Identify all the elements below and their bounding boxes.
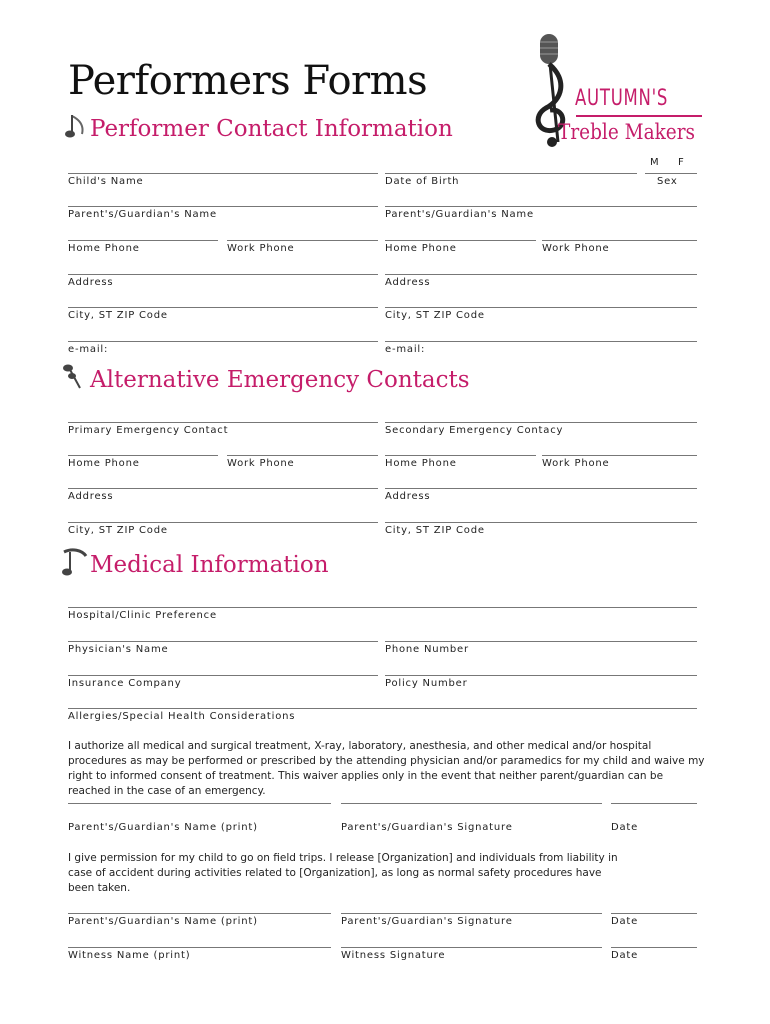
witness-date-label: Date xyxy=(611,950,639,961)
hospital-label: Hospital/Clinic Preference xyxy=(68,610,217,621)
home-phone1-label: Home Phone xyxy=(68,243,140,254)
dob-label: Date of Birth xyxy=(385,176,460,187)
witness-name-label: Witness Name (print) xyxy=(68,950,191,961)
child-name-label: Child's Name xyxy=(68,176,144,187)
hospital-field[interactable] xyxy=(68,607,697,608)
em-work-phone1-field[interactable] xyxy=(227,455,378,456)
sig2-date-field[interactable] xyxy=(611,913,697,914)
parent1-name-label: Parent's/Guardian's Name xyxy=(68,209,217,220)
em-work-phone1-label: Work Phone xyxy=(227,458,295,469)
witness-signature-label: Witness Signature xyxy=(341,950,446,961)
sex-m-option[interactable]: M xyxy=(650,157,660,168)
em-work-phone2-field[interactable] xyxy=(542,455,697,456)
secondary-contact-field[interactable] xyxy=(385,422,697,423)
email1-field[interactable] xyxy=(68,341,378,342)
address2-field[interactable] xyxy=(385,274,697,275)
city1-label: City, ST ZIP Code xyxy=(68,310,168,321)
policy-label: Policy Number xyxy=(385,678,468,689)
allergies-field[interactable] xyxy=(68,708,697,709)
physician-label: Physician's Name xyxy=(68,644,169,655)
home-phone1-field[interactable] xyxy=(68,240,218,241)
em-city2-label: City, ST ZIP Code xyxy=(385,525,485,536)
primary-contact-label: Primary Emergency Contact xyxy=(68,425,229,436)
dob-field[interactable] xyxy=(385,173,637,174)
physician-field[interactable] xyxy=(68,641,378,642)
em-address1-field[interactable] xyxy=(68,488,378,489)
em-city2-field[interactable] xyxy=(385,522,697,523)
em-work-phone2-label: Work Phone xyxy=(542,458,610,469)
sex-f-option[interactable]: F xyxy=(678,157,685,168)
field-trip-paragraph: I give permission for my child to go on field trips. I release [Organization] and individuals from liability in case of accident during activities related to [Organization], as long as normal safety procedures have been taken. xyxy=(68,852,618,894)
em-home-phone1-label: Home Phone xyxy=(68,458,140,469)
section-title-emergency: Alternative Emergency Contacts xyxy=(90,367,470,393)
city1-field[interactable] xyxy=(68,307,378,308)
address2-label: Address xyxy=(385,277,431,288)
music-note-icon xyxy=(64,112,88,140)
em-address2-label: Address xyxy=(385,491,431,502)
insurance-label: Insurance Company xyxy=(68,678,182,689)
sig2-date-label: Date xyxy=(611,916,639,927)
email1-label: e-mail: xyxy=(68,344,109,355)
city2-field[interactable] xyxy=(385,307,697,308)
parent1-name-field[interactable] xyxy=(68,206,378,207)
witness-signature-field[interactable] xyxy=(341,947,602,948)
primary-contact-field[interactable] xyxy=(68,422,378,423)
email2-label: e-mail: xyxy=(385,344,426,355)
address1-field[interactable] xyxy=(68,274,378,275)
em-address1-label: Address xyxy=(68,491,114,502)
policy-field[interactable] xyxy=(385,675,697,676)
sig2-name-label: Parent's/Guardian's Name (print) xyxy=(68,916,258,927)
sig2-name-field[interactable] xyxy=(68,913,331,914)
section-title-contact: Performer Contact Information xyxy=(90,116,453,142)
sig1-signature-field[interactable] xyxy=(341,803,602,804)
sig1-name-field[interactable] xyxy=(68,803,331,804)
sig1-date-label: Date xyxy=(611,822,639,833)
witness-name-field[interactable] xyxy=(68,947,331,948)
work-phone1-field[interactable] xyxy=(227,240,378,241)
em-home-phone2-label: Home Phone xyxy=(385,458,457,469)
home-phone2-label: Home Phone xyxy=(385,243,457,254)
work-phone2-field[interactable] xyxy=(542,240,697,241)
page-title: Performers Forms xyxy=(68,58,428,104)
allergies-label: Allergies/Special Health Considerations xyxy=(68,711,296,722)
sig2-signature-field[interactable] xyxy=(341,913,602,914)
parent2-name-label: Parent's/Guardian's Name xyxy=(385,209,534,220)
em-city1-field[interactable] xyxy=(68,522,378,523)
phone-number-field[interactable] xyxy=(385,641,697,642)
sig1-signature-label: Parent's/Guardian's Signature xyxy=(341,822,513,833)
child-name-field[interactable] xyxy=(68,173,378,174)
email2-field[interactable] xyxy=(385,341,697,342)
em-home-phone1-field[interactable] xyxy=(68,455,218,456)
insurance-field[interactable] xyxy=(68,675,378,676)
em-city1-label: City, ST ZIP Code xyxy=(68,525,168,536)
secondary-contact-label: Secondary Emergency Contacy xyxy=(385,425,564,436)
em-address2-field[interactable] xyxy=(385,488,697,489)
sig1-date-field[interactable] xyxy=(611,803,697,804)
logo-text-autumns: AUTUMN'S xyxy=(575,86,669,111)
home-phone2-field[interactable] xyxy=(385,240,536,241)
music-note-icon xyxy=(60,546,90,578)
logo-text-treble-makers: Treble Makers xyxy=(558,120,696,144)
consent-paragraph: I authorize all medical and surgical treatment, X-ray, laboratory, anesthesia, and other medical and/or hospital procedures as may be performed or prescribed by the attending physician and/or paramedics for my child and waive my right to informed consent of treatment. This waiver applies only in the event that neither parent/guardian can be reached in the case of an emergency. xyxy=(68,740,705,797)
work-phone1-label: Work Phone xyxy=(227,243,295,254)
music-note-icon xyxy=(62,362,86,392)
em-home-phone2-field[interactable] xyxy=(385,455,536,456)
city2-label: City, ST ZIP Code xyxy=(385,310,485,321)
address1-label: Address xyxy=(68,277,114,288)
phone-number-label: Phone Number xyxy=(385,644,469,655)
witness-date-field[interactable] xyxy=(611,947,697,948)
parent2-name-field[interactable] xyxy=(385,206,697,207)
sig1-name-label: Parent's/Guardian's Name (print) xyxy=(68,822,258,833)
section-title-medical: Medical Information xyxy=(90,552,329,578)
work-phone2-label: Work Phone xyxy=(542,243,610,254)
sex-field[interactable] xyxy=(645,173,697,174)
sex-label: Sex xyxy=(657,176,678,187)
sig2-signature-label: Parent's/Guardian's Signature xyxy=(341,916,513,927)
